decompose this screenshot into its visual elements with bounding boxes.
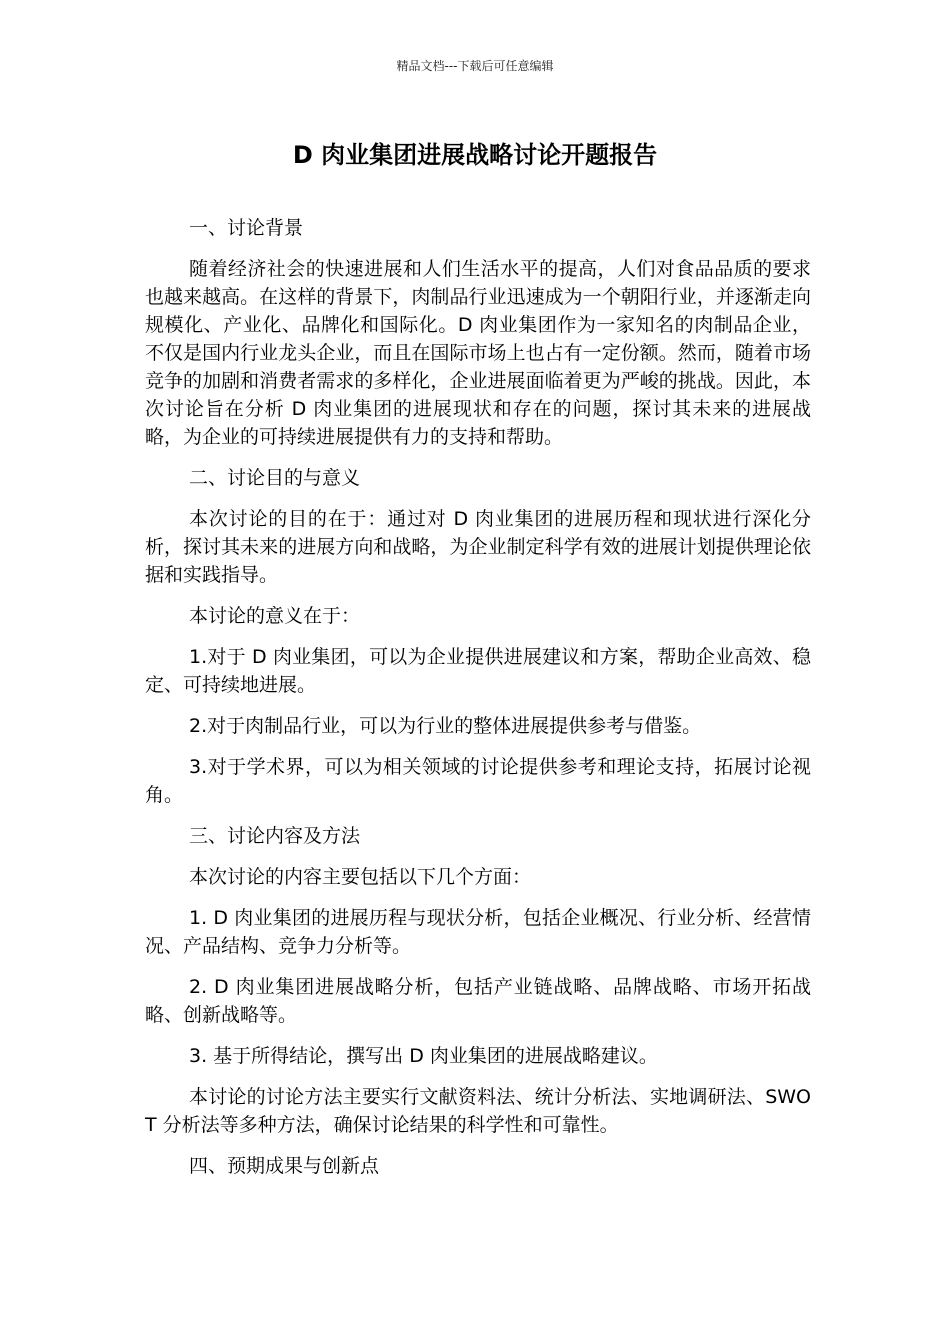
paragraph-content-intro: 本次讨论的内容主要包括以下几个方面： <box>189 866 532 888</box>
paragraph-background: 随着经济社会的快速进展和人们生活水平的提高，人们对食品品质的要求也越来越高。在这样的背景下，肉制品行业迅速成为一个朝阳行业，并逐渐走向规模化、产业化、品牌化和国际化。D 肉业集团作为一家知名的肉制品企业，不仅是国内行业龙头企业，而且在国际市场上也占有一定份额。然而，随着市场竞争的加剧和消费者需求的多样化，企业进展面临着更为严峻的挑战。因此，本次讨论旨在分析 D 肉业集团的进展现状和存在的问题，探讨其未来的进展战略，为企业的可持续进展提供有力的支持和帮助。 <box>145 258 811 448</box>
significance-item-1: 1.对于 D 肉业集团，可以为企业提供进展建议和方案，帮助企业高效、稳定、可持续地进展。 <box>145 646 811 696</box>
paragraph-significance-intro: 本讨论的意义在于： <box>189 605 361 627</box>
section-heading-background: 一、讨论背景 <box>189 217 304 239</box>
document-body <box>145 214 811 1193</box>
paragraph-methods: 本讨论的讨论方法主要实行文献资料法、统计分析法、实地调研法、SWOT 分析法等多种方法，确保讨论结果的科学性和可靠性。 <box>145 1086 811 1136</box>
section-heading-content-methods: 三、讨论内容及方法 <box>189 825 361 847</box>
section-heading-outcomes: 四、预期成果与创新点 <box>189 1155 380 1177</box>
paragraph-purpose: 本次讨论的目的在于：通过对 D 肉业集团的进展历程和现状进行深化分析，探讨其未来的进展方向和战略，为企业制定科学有效的进展计划提供理论依据和实践指导。 <box>145 508 811 586</box>
significance-item-3: 3.对于学术界，可以为相关领域的讨论提供参考和理论支持，拓展讨论视角。 <box>145 756 811 806</box>
document-title: D 肉业集团进展战略讨论开题报告 <box>292 141 658 169</box>
content-item-3: 3. 基于所得结论，撰写出 D 肉业集团的进展战略建议。 <box>189 1045 658 1067</box>
page-header: 精品文档---下载后可任意编辑 <box>396 59 554 73</box>
content-item-1: 1. D 肉业集团的进展历程与现状分析，包括企业概况、行业分析、经营情况、产品结构、竞争力分析等。 <box>145 907 811 957</box>
section-heading-purpose: 二、讨论目的与意义 <box>189 467 361 489</box>
significance-item-2: 2.对于肉制品行业，可以为行业的整体进展提供参考与借鉴。 <box>189 715 702 737</box>
content-item-2: 2. D 肉业集团进展战略分析，包括产业链战略、品牌战略、市场开拓战略、创新战略等。 <box>145 976 811 1026</box>
